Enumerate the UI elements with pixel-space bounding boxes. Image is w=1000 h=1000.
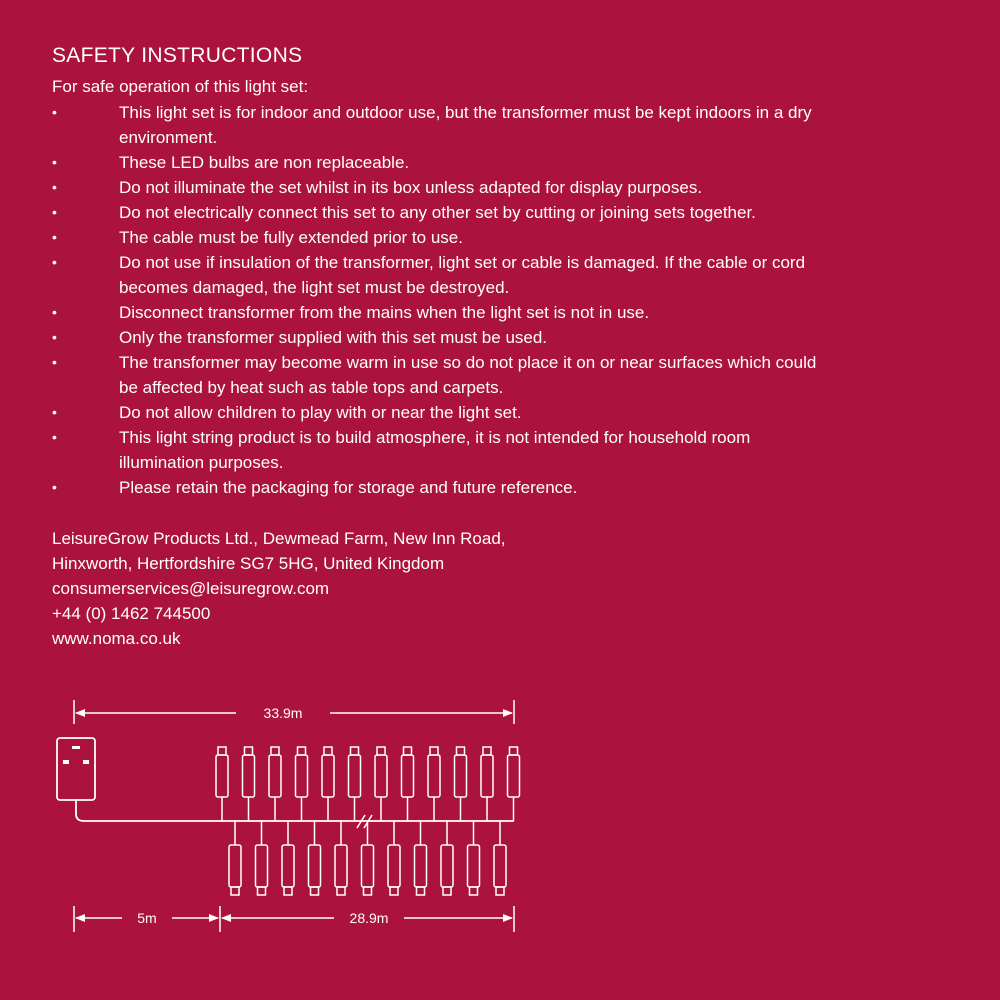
instruction-text: The cable must be fully extended prior to use. bbox=[119, 228, 463, 247]
bullet-icon: • bbox=[52, 479, 57, 495]
bullet-icon: • bbox=[52, 254, 57, 270]
bullet-icon: • bbox=[52, 229, 57, 245]
led-bulb-icon bbox=[216, 747, 228, 821]
address-line-1: LeisureGrow Products Ltd., Dewmead Farm, New Inn Road, bbox=[52, 529, 506, 548]
total-length-dimension bbox=[74, 700, 514, 724]
page-title: SAFETY INSTRUCTIONS bbox=[52, 44, 303, 67]
company-address bbox=[52, 526, 506, 651]
led-bulb-icon bbox=[441, 821, 453, 895]
list-item bbox=[52, 225, 832, 250]
led-bulb-icon bbox=[508, 747, 520, 821]
led-bulb-icon bbox=[243, 747, 255, 821]
led-bulb-icon bbox=[428, 747, 440, 821]
bullet-icon: • bbox=[52, 329, 57, 345]
led-bulbs-bottom-row bbox=[229, 821, 506, 895]
led-bulb-icon bbox=[362, 821, 374, 895]
list-item bbox=[52, 100, 832, 150]
lead-length-dimension bbox=[74, 906, 220, 932]
light-set-diagram bbox=[0, 680, 1000, 960]
bullet-icon: • bbox=[52, 304, 57, 320]
list-item bbox=[52, 150, 832, 175]
bullet-icon: • bbox=[52, 354, 57, 370]
instruction-text: Do not electrically connect this set to any other set by cutting or joining sets together. bbox=[119, 203, 756, 222]
instruction-text: These LED bulbs are non replaceable. bbox=[119, 153, 410, 172]
list-item bbox=[52, 350, 832, 400]
address-line-2: Hinxworth, Hertfordshire SG7 5HG, United Kingdom bbox=[52, 554, 445, 573]
led-bulb-icon bbox=[415, 821, 427, 895]
bullet-icon: • bbox=[52, 154, 57, 170]
instruction-text: This light string product is to build atmosphere, it is not intended for household room illumination purposes. bbox=[119, 428, 751, 472]
led-bulb-icon bbox=[322, 747, 334, 821]
list-item bbox=[52, 425, 832, 475]
list-item bbox=[52, 325, 832, 350]
led-bulb-icon bbox=[388, 821, 400, 895]
led-bulb-icon bbox=[229, 821, 241, 895]
list-item bbox=[52, 250, 832, 300]
led-bulb-icon bbox=[375, 747, 387, 821]
led-bulb-icon bbox=[481, 747, 493, 821]
led-bulb-icon bbox=[468, 821, 480, 895]
led-bulb-icon bbox=[335, 821, 347, 895]
transformer-plug-icon bbox=[57, 738, 514, 821]
bullet-icon: • bbox=[52, 204, 57, 220]
instruction-text: This light set is for indoor and outdoor use, but the transformer must be kept indoors in a dry environment. bbox=[119, 103, 812, 147]
bullet-icon: • bbox=[52, 179, 57, 195]
instruction-text: Do not illuminate the set whilst in its box unless adapted for display purposes. bbox=[119, 178, 703, 197]
led-bulb-icon bbox=[282, 821, 294, 895]
safety-instructions-list bbox=[52, 100, 832, 500]
instruction-text: Do not use if insulation of the transformer, light set or cable is damaged. If the cable or cord becomes damaged, the light set must be destroyed. bbox=[119, 253, 806, 297]
instruction-text: Do not allow children to play with or near the light set. bbox=[119, 403, 522, 422]
list-item bbox=[52, 300, 832, 325]
led-bulb-icon bbox=[402, 747, 414, 821]
instruction-text: Please retain the packaging for storage and future reference. bbox=[119, 478, 578, 497]
led-bulb-icon bbox=[494, 821, 506, 895]
phone-number: +44 (0) 1462 744500 bbox=[52, 604, 211, 623]
list-item bbox=[52, 200, 832, 225]
led-bulb-icon bbox=[256, 821, 268, 895]
bullet-icon: • bbox=[52, 104, 57, 120]
lit-length-dimension bbox=[222, 906, 514, 932]
led-bulb-icon bbox=[309, 821, 321, 895]
intro-text: For safe operation of this light set: bbox=[52, 77, 309, 96]
instruction-text: The transformer may become warm in use so do not place it on or near surfaces which could be affected by heat such as table tops and carpets. bbox=[119, 353, 817, 397]
led-bulb-icon bbox=[269, 747, 281, 821]
list-item bbox=[52, 475, 832, 500]
list-item bbox=[52, 400, 832, 425]
led-bulb-icon bbox=[349, 747, 361, 821]
website-url: www.noma.co.uk bbox=[52, 629, 181, 648]
led-bulb-icon bbox=[455, 747, 467, 821]
email-address: consumerservices@leisuregrow.com bbox=[52, 579, 330, 598]
instruction-text: Only the transformer supplied with this set must be used. bbox=[119, 328, 548, 347]
total-length-label: 33.9m bbox=[263, 705, 303, 721]
list-item bbox=[52, 175, 832, 200]
bullet-icon: • bbox=[52, 429, 57, 445]
bullet-icon: • bbox=[52, 404, 57, 420]
led-bulb-icon bbox=[296, 747, 308, 821]
led-bulbs-top-row bbox=[216, 747, 520, 821]
lead-length-label: 5m bbox=[137, 910, 157, 926]
lit-length-label: 28.9m bbox=[349, 910, 389, 926]
instruction-text: Disconnect transformer from the mains when the light set is not in use. bbox=[119, 303, 650, 322]
